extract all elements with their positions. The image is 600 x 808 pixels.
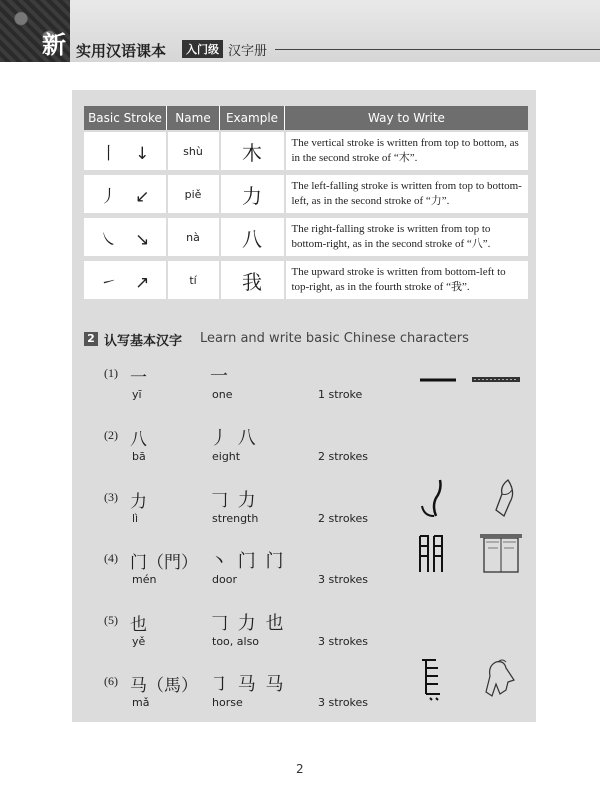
stroke-cell (84, 259, 167, 300)
stroke-cell (84, 131, 167, 173)
entry-number: (5) (104, 613, 118, 627)
header-way-to-write: Way to Write (285, 106, 529, 131)
header-example: Example (220, 106, 285, 131)
entry-meaning: strength (212, 512, 259, 525)
entry-character: 也 (130, 615, 147, 635)
volume-label: 汉字册 (228, 44, 268, 59)
ancient-door-illustration (416, 532, 526, 576)
entry-meaning: horse (212, 696, 243, 709)
stroke-sequence: 丿 八 (210, 428, 258, 449)
entry-number: (4) (104, 551, 118, 565)
stroke-way: The right-falling stroke is written from top to bottom-right, as in the second stroke of “八”. (285, 216, 529, 259)
book-logo (0, 0, 70, 62)
entry-pinyin: lì (132, 512, 139, 525)
entry-character: 一 (130, 368, 147, 388)
entry-pinyin: bā (132, 450, 146, 463)
header-rule (275, 49, 600, 50)
stroke-direction-icon: ↗ (135, 272, 150, 293)
stroke-direction-icon: ↘ (135, 229, 150, 250)
entry-pinyin: yī (132, 388, 142, 401)
stroke-glyph: ㇀ (100, 272, 118, 293)
stroke-sequence: 一 (210, 366, 230, 387)
entry-number: (2) (104, 428, 118, 442)
entry-character: 八 (130, 430, 147, 450)
ancient-strength-illustration (416, 476, 526, 522)
ancient-one-illustration (416, 370, 526, 390)
entry-pinyin: yě (132, 635, 146, 648)
logo-char: 新 (42, 30, 66, 59)
entry-number: (3) (104, 490, 118, 504)
entry-pinyin: mǎ (132, 696, 150, 709)
stroke-example: 木 (220, 131, 285, 173)
table-header-row (84, 106, 528, 131)
stroke-count: 2 strokes (318, 512, 369, 525)
stroke-name: piě (167, 173, 220, 216)
stroke-way: The vertical stroke is written from top to bottom, as in the second stroke of “木”. (285, 131, 529, 173)
entry-meaning: door (212, 573, 237, 586)
entry-character: 力 (130, 492, 147, 512)
page-number: 2 (296, 762, 304, 776)
entry-number: (1) (104, 366, 118, 380)
stroke-count: 2 strokes (318, 450, 369, 463)
section-title-cn: 认写基本汉字 (104, 334, 183, 349)
stroke-cell (84, 216, 167, 259)
entry-meaning: eight (212, 450, 241, 463)
stroke-name: tí (167, 259, 220, 300)
stroke-name: nà (167, 216, 220, 259)
entry-pinyin: mén (132, 573, 157, 586)
table-row (84, 259, 528, 300)
stroke-cell (84, 173, 167, 216)
entry-number: (6) (104, 674, 118, 688)
ancient-horse-illustration (416, 656, 526, 702)
stroke-glyph: 丿 (100, 186, 118, 207)
header-basic-stroke: Basic Stroke (84, 106, 167, 131)
stroke-direction-icon: ↓ (135, 143, 150, 164)
stroke-sequence: ㇆ 马 马 (210, 674, 286, 695)
header-name: Name (167, 106, 220, 131)
section-title-en: Learn and write basic Chinese characters (200, 331, 469, 346)
character-entry (104, 426, 524, 474)
stroke-example: 力 (220, 173, 285, 216)
stroke-count: 3 strokes (318, 696, 369, 709)
table-row (84, 173, 528, 216)
stroke-direction-icon: ↙ (135, 186, 150, 207)
character-entry (104, 611, 524, 659)
entry-character: 门（門） (130, 553, 198, 573)
table-row (84, 131, 528, 173)
stroke-count: 1 stroke (318, 388, 363, 401)
stroke-glyph: ㇏ (100, 229, 118, 250)
stroke-way: The left-falling stroke is written from top to bottom-left, as in the second stroke of “力”. (285, 173, 529, 216)
level-badge: 入门级 (182, 40, 223, 58)
section-number: 2 (84, 332, 98, 346)
table-row (84, 216, 528, 259)
entry-character: 马（馬） (130, 676, 198, 696)
stroke-glyph: 丨 (100, 143, 118, 164)
basic-stroke-table (84, 106, 528, 299)
stroke-sequence: 𠃌 力 (210, 490, 258, 511)
stroke-sequence: 丶 门 门 (210, 551, 286, 572)
stroke-sequence: 𠃌 力 也 (210, 613, 286, 634)
stroke-way: The upward stroke is written from bottom-left to top-right, as in the fourth stroke of “我”. (285, 259, 529, 300)
stroke-name: shù (167, 131, 220, 173)
stroke-example: 我 (220, 259, 285, 300)
book-title: 实用汉语课本 (76, 42, 167, 60)
stroke-count: 3 strokes (318, 573, 369, 586)
stroke-example: 八 (220, 216, 285, 259)
stroke-count: 3 strokes (318, 635, 369, 648)
entry-meaning: too, also (212, 635, 260, 648)
entry-meaning: one (212, 388, 233, 401)
